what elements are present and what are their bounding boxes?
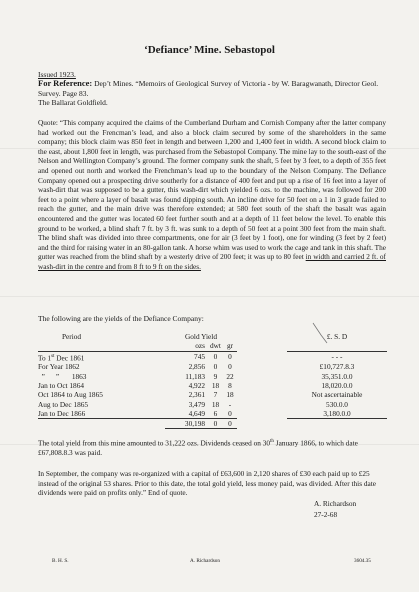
cell-ozs: 745 — [194, 352, 205, 362]
page-title: ‘Defiance’ Mine. Sebastopol — [144, 44, 275, 56]
cell-dwt: 0 — [213, 362, 218, 372]
table-header-row — [38, 332, 387, 341]
cell-ozs: 4,922 — [188, 380, 205, 390]
yields-intro: The following are the yields of the Defiance Company: — [38, 314, 204, 323]
col-money: £. S. D — [326, 332, 348, 341]
table-row — [38, 351, 387, 362]
reference-line — [38, 79, 388, 98]
signature-date: 27-2-68 — [314, 510, 338, 519]
table-subheader-row — [38, 341, 387, 351]
table-row — [38, 381, 387, 390]
table-row — [38, 372, 387, 381]
fold-crease — [0, 296, 419, 297]
reference-text: Dep’t Mines. “Memoirs of Geological Survey of Victoria - by W. Baragwanath, Director Geol. Survey. Page 83. — [38, 79, 379, 98]
cell-money: 18,020.0.0 — [321, 380, 353, 390]
table-row — [38, 400, 387, 409]
cell-period-text: To 1 — [38, 353, 52, 363]
cell-gr: 22 — [226, 371, 234, 381]
col-gold: Gold Yield — [185, 332, 217, 341]
cell-dwt: 18 — [211, 399, 220, 409]
cell-ozs: 2,361 — [188, 390, 205, 400]
para1-text: The total yield from this mine amounted to 31,222 ozs. Dividends ceased on 30 — [38, 438, 271, 448]
para1-text-rest: January 1866, to which date £67,808.8.3 was paid. — [38, 438, 358, 458]
total-ozs: 30,198 — [165, 419, 208, 429]
cell-gr: 18 — [226, 390, 234, 400]
quote-body: Quote: “This company acquired the claims of the Cumberland Durham and Cornish Company after the latter company had worked out the Frencman’s lead, and also a block claim secured by some of the shareholders in the same company; this block claim was 850 feet in length and between 1,200 and 1,400 feet in width. A second block claim to the east, about 1,800 feet in length, was purchased from the Sebastopol Company. The mine lay to the south-east of the Nelson and Wellington Company’s ground. The former company sunk the shaft, 5 feet by 3 feet, to a depth of 355 feet and opened out north and worked the Frenchman’s lead up to the boundary of the Nelson Company. The Defiance Company opened out a prospecting drive southerly for a distance of 400 feet and put up a rise of 16 feet into a layer of wash-dirt that was supposed to be a gutter, this wash-dirt which yielded 6 ozs. to the machine, was followed for 200 feet to a point where a layer of basalt was found dipping south. An incline drive for 50 feet on a 1 in 3 grade failed to reach the gutter, and the main drive was therefore extended; at 580 feet south of the shaft the basalt was again encountered and the gutter was located 60 feet further south and at a depth of 11 feet below the level. To enable this ground to be worked, a blind shaft 7 ft. by 3 ft. was sunk to a depth of 50 feet at a point 300 feet from the main shaft. The blind shaft was divided into three compartments, one for air (3 feet by 1 foot), one for winding (3 feet by 2 feet) and the third for raising water in an 80-gallon tank. A horse whim was used to work the cage and tank in this shaft. The gutter was reached from the blind shaft by a westerly drive of 200 feet; it was up to 80 feet — [38, 118, 386, 262]
cell-period: Jan to Dec 1866 — [38, 409, 165, 419]
goldfield-line: The Ballarat Goldfield. — [38, 98, 108, 107]
cell-period: ” ” 1863 — [38, 371, 87, 381]
cell-money: 530.0.0 — [326, 399, 348, 409]
reorganization-paragraph: In September, the company was re-organized with a capital of £63,600 in 2,120 shares of £30 each paid up to £25 instead of the original 53 shares. Prior to this date, the total gold yield, less money paid, was divided. After this date dividends were paid on profits only.” End of quote. — [38, 469, 377, 498]
cell-dwt: 0 — [213, 352, 218, 362]
footer-left: B. H. S. — [52, 558, 69, 564]
cell-gr: 0 — [223, 409, 237, 419]
col-period: Period — [62, 332, 82, 341]
total-yield-paragraph — [38, 437, 386, 458]
table-row — [38, 409, 387, 419]
table-row — [38, 362, 387, 371]
cell-dwt: 7 — [213, 390, 218, 400]
issued-year: Issued 1923. — [38, 70, 76, 79]
cell-period — [38, 351, 165, 362]
cell-ozs: 11,183 — [185, 371, 205, 381]
sub-ozs: ozs — [165, 341, 208, 351]
yields-table — [38, 332, 387, 429]
cell-ozs: 4,649 — [165, 409, 208, 419]
reference-label: For Reference: — [38, 78, 93, 88]
cell-ozs: 2,856 — [188, 362, 205, 372]
footer-right: 3604.35 — [354, 558, 371, 564]
cell-period: Oct 1864 to Aug 1865 — [38, 390, 103, 400]
cell-money: £10,727.8.3 — [319, 362, 355, 372]
cell-dwt: 6 — [208, 409, 223, 419]
cell-gr: - — [228, 399, 232, 409]
cell-money: 35,351.0.0 — [321, 371, 353, 381]
cell-money: - - - — [331, 352, 343, 362]
cell-money: Not ascertainable — [311, 390, 363, 400]
cell-dwt: 9 — [213, 371, 218, 381]
signature-name: A. Richardson — [314, 499, 357, 508]
table-row — [38, 390, 387, 399]
total-gr: 0 — [223, 419, 237, 429]
cell-period: Aug to Dec 1865 — [38, 399, 89, 409]
cell-gr: 0 — [228, 352, 232, 362]
cell-gr: 8 — [228, 380, 232, 390]
cell-period: For Year 1862 — [38, 362, 80, 372]
table-total-row — [38, 419, 387, 429]
cell-period-sup: st — [51, 353, 55, 359]
cell-dwt: 18 — [211, 380, 220, 390]
para1-sup: th — [270, 439, 274, 444]
footer-center: A. Richardson — [190, 558, 220, 564]
cell-period-rest: Dec 1861 — [54, 353, 85, 363]
quote-underlined: in width and carried 2 ft. of wash-dirt in the centre and from 8 ft to 9 ft on the sides. — [38, 252, 386, 271]
sub-dwt: dwt — [208, 341, 223, 351]
cell-period: Jan to Oct 1864 — [38, 380, 85, 390]
cell-ozs: 3,479 — [188, 399, 205, 409]
total-dwt: 0 — [208, 419, 223, 429]
sub-gr: gr — [223, 341, 237, 351]
cell-gr: 0 — [228, 362, 232, 372]
quote-paragraph — [38, 118, 386, 272]
cell-money: 3,180.0.0 — [287, 409, 387, 419]
